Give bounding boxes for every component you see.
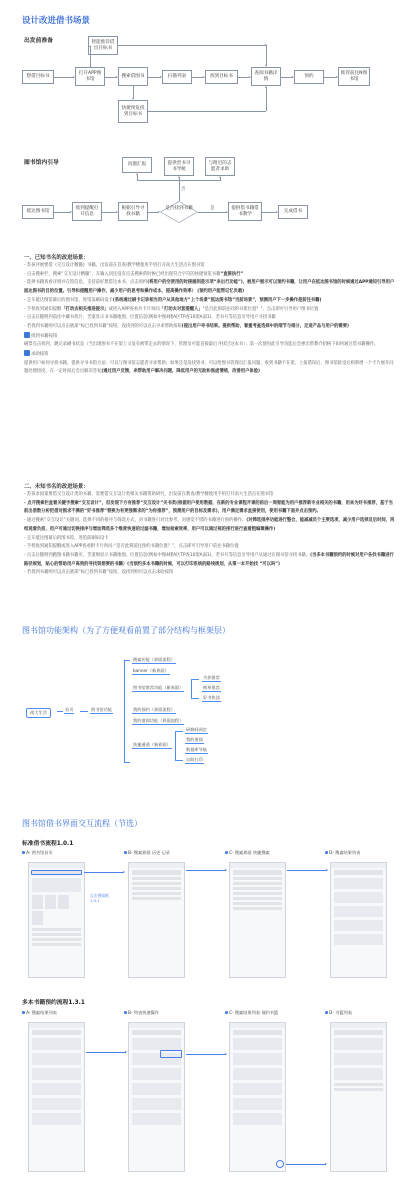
node-report: 问题汇报	[122, 157, 152, 173]
mm-home: 首页	[65, 707, 74, 712]
arrow	[90, 46, 91, 67]
screen-result-list-2	[28, 1022, 85, 1172]
unknown-book-heading: 二、未知书名的改进场景：	[24, 484, 89, 490]
screen-home	[28, 862, 85, 978]
arrow	[133, 86, 134, 99]
node-reserve: 预约	[294, 70, 324, 84]
node-want-book: 想借目标书	[22, 70, 54, 84]
mm-sub: 好书快读	[203, 695, 220, 700]
decision-found: 是否找到书籍	[160, 201, 198, 223]
node-smart-recommend: 智能推荐借出目标书	[88, 36, 118, 55]
node-scan-list: 扫描列表	[162, 70, 192, 84]
flow-arrow	[186, 1054, 226, 1055]
flow-note: 点击搜索框 1.0.1	[90, 893, 109, 903]
arrow	[324, 77, 337, 78]
arrow	[102, 212, 117, 213]
mm-root: 南大生活	[26, 708, 51, 718]
arrow	[118, 45, 266, 46]
mm-item: 我的预约（界面流程）	[133, 707, 175, 712]
node-search: 搜索借图书	[118, 67, 148, 86]
mm-sub: 自助打印	[186, 757, 203, 762]
arrow	[281, 77, 293, 78]
mm-item: banner（新界面）	[133, 668, 169, 673]
screen-quick-action	[128, 1022, 185, 1172]
arrow	[54, 77, 74, 78]
unknown-book-body: - 苏孩求国案要借交互设计类的书籍，需要借交互设计类相关书籍帮助研究，出发前在教查/教学楼使用手机打开南大生活点在图书馆 - 点开搜索栏直看关键字搜索“交互设计”，但发现下方有推荐“交互设计”关书类(根据用户使用数据，在新的专业课程开课的前后一周智能为用户推荐新专业相关的书籍，用来为好书推荐，基于当前出借数分析把借对图求不满的“好书推荐”替换为有更强需求的“为你推荐”，预测用户的目标及需求)，用户满足需求直接使用，使用书籍下面并点击预约。 - 通过搜索“交互设计”关键词，选择不同的排序与筛选方式，对书籍进行对比参考，对感觉不错的书籍进行预约操作。(对筛选排序功能进行整合，能减减员个主要选项，减少用户选择及后时间，再组观看负担，用户可通过切换排序与增加筛选多个维度快速的过滤书籍，增加检索效率，用户可以通过视的排行进行查看粗编辑操作) - 走车抵达图幕后的图书馆，进馆前刷码设卡 - 手机收到通知提醒或进入APP查看附卡片询问-“是否此刻前往预约书籍位置？”，点击即可引导用户前往书籍位置 - 点击后随明到跑图书籍书籍页，苦道细显示书籍地图，位置信息(例如中图4楼A区TP查10架A面1)，若书号等信息引导用户从通过在图书馆寻找书籍。(当多本书籍预约的时候对用户各找书籍进行路径规划，贴心的帮助用户高效的寻找到想要的书籍）(当预约多本书籍的时候，可以打印系统的路线规划，从第一本开始找 “可以吗”) - 若找到书籍则可以点击底部“标已找到书籍”按钮，没找到则可以点击求助按钮	[24, 492, 395, 576]
screen-label: D- 书篮列表	[325, 1010, 352, 1016]
screen-label: C- 搜索界面 快捷搜索	[225, 850, 270, 856]
flow-arrow	[287, 870, 327, 871]
node-recommend-lib: 推荐前往N图书馆	[338, 67, 370, 86]
node-detail: 查阅书籍详情	[251, 67, 281, 86]
mm-item: 我的借阅功能（界面流程）	[133, 718, 184, 723]
screen-label: A- 搜索结果列表	[22, 1010, 57, 1016]
arrow	[238, 77, 250, 78]
arrow	[179, 177, 180, 201]
page-title: 设计改进借书场景	[22, 16, 91, 26]
screen-label: B- 搜索界面 历史 记录	[124, 850, 170, 856]
screen-label: B- 列表快速操作	[124, 1010, 159, 1016]
arrow	[148, 77, 161, 78]
flow-arrow	[86, 1052, 126, 1053]
screen-label: D- 搜索结果列表	[325, 850, 360, 856]
arrow	[266, 87, 267, 111]
node-open-app: 打开APP图书馆	[75, 67, 105, 86]
node-receive: 收到提醒打开信息	[72, 202, 102, 221]
arrow	[54, 212, 71, 213]
node-guide: 根据引导寻找书籍	[118, 202, 148, 221]
node-service: 提供贵书寻书导航	[164, 157, 194, 176]
mm-sub: 榜单推荐	[203, 685, 220, 690]
known-book-heading: 一、已知书名的改进场景：	[24, 255, 89, 261]
arrow	[262, 212, 277, 213]
screen-search-history	[128, 862, 185, 978]
mm-item: 搜索功能（界面流程）	[133, 657, 175, 662]
flow-title: 图书馆借书界面交互流程（节选）	[22, 819, 142, 828]
mm-sub: 数据库导航	[186, 747, 207, 752]
no-label: 否	[181, 187, 186, 192]
arrow	[266, 45, 267, 66]
arrow	[148, 212, 159, 213]
mm-sub: 为你推荐	[203, 675, 220, 680]
known-book-body: - 苏孩评展要借《交互设计精髓》书籍。出发前在首查/教学楼使用手机打开南大生活点在图书馆 - 点击搜索栏，搜索“交互设计精髓”，在输入同还没有点击搜索的时候已经出现符合字符的快捷预览书籍“直接执行” - 选择书籍查看详情并在馆信息，支持前好想借这本书，点击预约(将用户的空使用的时接插到是示项“来出行功能”)，被用户展示可以预约书籍，让用户在抵达图书馆的时候通过APP通知引导用户面达图书的目的位置。引导和提醒用户操作，减少用户的思考和操作成本，提高操作效率） (预约用户能帮记忆负载) - 走车抵达图馆幕后的图书馆，进馆前刷码设卡(系统通过刷卡记录相当用户从其他地方“上个场景”抵达图书馆“当前场景”，预测用户下一步操作是前往书籍) - 手机收到通知提醒「打动去相关推进提示」或进入APP查看共卡片询问「打动去对套提醒人」"是否此刻前往同的书架位置？"，点击即可引导用户图书位置 - 点击后随明到前往中藏书找片，苦案显示书书籍地图，位置信息(例如中图4楼A区TP查10架A面1)，若书号等信息引导用户寻找书籍 - 若找到书籍则可以点击底部“标已找到书籍”按钮，没找到的可以点击寻求帮助按钮(提出用户寻书结果。提供帮助，着重考查选择中的细节与细分，足进产品与用户的需要) 找到书籍按钮 刷票点击找到，跳记录刷书状态（当出现图书不在架上又没有被带走去的情况下，管理员可能直接最后寻找过这本书）；第一次使用此引导功能后会弹出带教介绍格下如何通过借书籍操作。 求助按钮 提供用户如何寻找书籍，提供寻书书馆方法：可以与图书馆志愿者寻求帮助；如果还是没找到书，可以给图书管理员汇报问题，收到书籍不在架，上报错误后，图书馆接受后则新增一个卡片展开问题处理进度，在一定时间后会出解决答复(通过用户反馈，来帮助用户解决问题，降低用户的无助和焦虑情绪，改善用户体验)	[24, 263, 395, 375]
flow-subtitle-2: 多本书籍预约流程1.3.1	[22, 1000, 85, 1006]
flow-subtitle-1: 标准借书流程1.0.1	[22, 841, 74, 847]
node-done: 完成借书	[278, 205, 308, 219]
section-label-guide: 图书馆内引导	[24, 160, 59, 166]
flow-arrow	[186, 870, 226, 871]
arrow	[148, 111, 266, 112]
screen-reserve-basket	[229, 1022, 286, 1172]
arrow	[198, 212, 227, 213]
flow-arrow	[286, 1164, 326, 1165]
node-quick-preview: 快捷预览找到目标书	[118, 100, 148, 123]
info-badge-icon	[24, 350, 30, 356]
node-find-book: 找到目标书	[205, 70, 238, 84]
node-tutorial: 提供借书籍借书教学	[228, 202, 262, 221]
mm-item: 图书馆推荐功能（新界面）	[133, 685, 184, 690]
arch-title: 图书馆功能架构（为了方便观看前置了部分结构与框架层）	[22, 626, 230, 635]
screen-basket-list	[330, 1022, 387, 1172]
screen-result-list	[330, 862, 387, 978]
arrow	[192, 77, 204, 78]
arrow	[105, 77, 117, 78]
mm-sub: 研修间预定	[186, 727, 207, 732]
screen-label: C- 搜索结果列表 预约书篮	[225, 1010, 278, 1016]
mm-sub: 我的借阅	[186, 737, 203, 742]
mm-item: 快捷通道（新界面）	[133, 742, 171, 747]
screen-label: A- 图书馆首页	[22, 850, 53, 856]
mm-lib: 图书馆功能	[91, 707, 112, 712]
node-arrive: 抵达图书馆	[22, 205, 54, 219]
flow-arrow	[84, 872, 124, 873]
info-badge-icon	[24, 332, 30, 338]
screen-quick-search	[229, 862, 286, 978]
yes-label: 是	[210, 206, 215, 211]
node-volunteer: 与附近的志愿者求助	[205, 157, 235, 176]
section-label-prepare: 出发前准备	[24, 38, 53, 44]
